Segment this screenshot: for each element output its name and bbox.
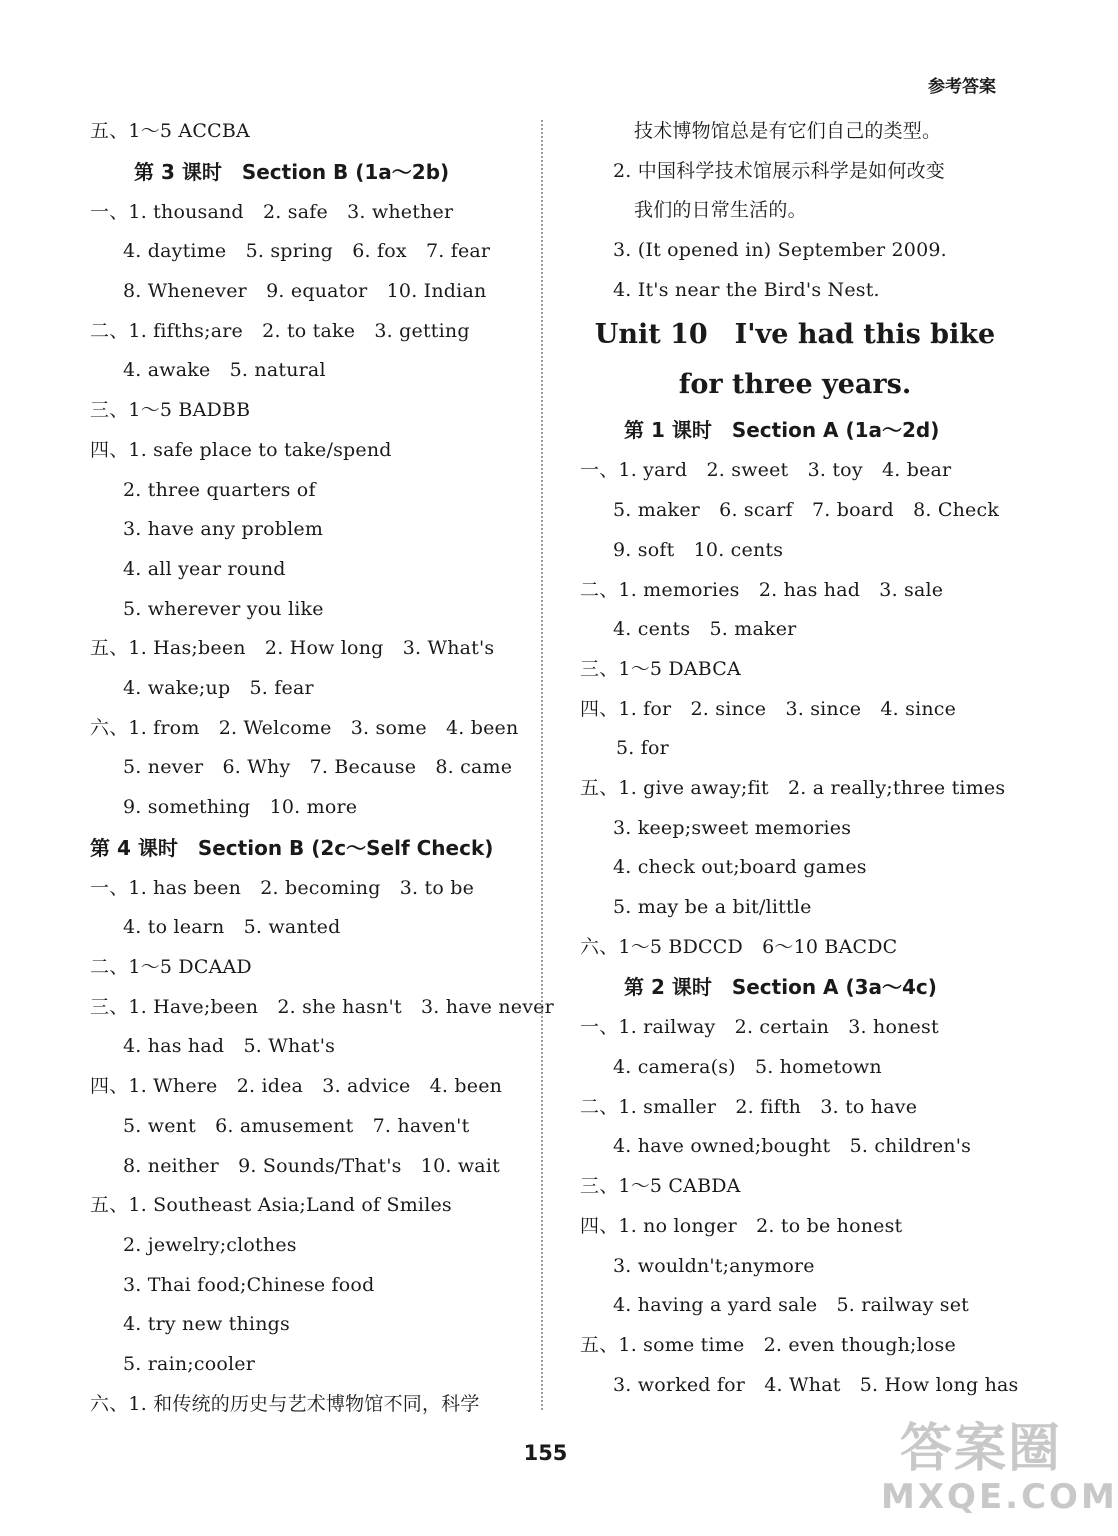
- answer-line: 5. wherever you like: [123, 597, 324, 620]
- answer-line: 9. something 10. more: [123, 796, 358, 818]
- section-heading: 第 2 课时 Section A (3a～4c): [624, 975, 937, 1000]
- answer-line: 4. daytime 5. spring 6. fox 7. fear: [123, 240, 491, 263]
- answer-line: 五、1～5 ACCBA: [90, 120, 250, 142]
- answer-line: 四、1. no longer 2. to be honest: [580, 1214, 903, 1237]
- answer-line: 三、1. Have;been 2. she hasn't 3. have never: [90, 995, 554, 1018]
- answer-line: 一、1. has been 2. becoming 3. to be: [90, 876, 475, 899]
- answer-line: 3. Thai food;Chinese food: [123, 1273, 375, 1296]
- answer-line: 二、1. smaller 2. fifth 3. to have: [580, 1095, 918, 1118]
- answer-line: 3. (It opened in) September 2009.: [613, 239, 947, 262]
- column-divider: [541, 120, 543, 1410]
- answer-line: 三、1～5 BADBB: [90, 399, 251, 422]
- answer-line: 5. never 6. Why 7. Because 8. came: [123, 756, 513, 779]
- answer-line: 一、1. railway 2. certain 3. honest: [580, 1016, 939, 1039]
- answer-line: 2. three quarters of: [123, 478, 316, 501]
- answer-line: 5. went 6. amusement 7. haven't: [123, 1114, 470, 1137]
- answer-line: 4. cents 5. maker: [613, 618, 797, 641]
- answer-line: 3. wouldn't;anymore: [613, 1254, 815, 1277]
- answer-line: 三、1～5 CABDA: [580, 1175, 741, 1198]
- answer-line: 4. awake 5. natural: [123, 359, 326, 382]
- right-column: [580, 112, 1019, 1405]
- answer-line: 一、1. yard 2. sweet 3. toy 4. bear: [580, 459, 952, 482]
- page-header: 参考答案: [928, 77, 996, 97]
- answer-line: 4. check out;board games: [613, 856, 867, 879]
- section-heading: 第 1 课时 Section A (1a～2d): [624, 418, 940, 443]
- answer-line: 六、1. from 2. Welcome 3. some 4. been: [90, 716, 519, 739]
- answer-line: 5. maker 6. scarf 7. board 8. Check: [613, 499, 1000, 522]
- answer-line: 3. worked for 4. What 5. How long has: [613, 1373, 1019, 1396]
- answer-line: 4. have owned;bought 5. children's: [613, 1135, 972, 1158]
- answer-line: 4. having a yard sale 5. railway set: [613, 1294, 970, 1317]
- answer-line: 六、1. 和传统的历史与艺术博物馆不同，科学: [90, 1392, 480, 1415]
- answer-line: 二、1～5 DCAAD: [90, 956, 252, 979]
- answer-line: 五、1. some time 2. even though;lose: [580, 1333, 956, 1356]
- answer-line: 3. have any problem: [123, 518, 324, 541]
- answer-line: 4. has had 5. What's: [123, 1035, 336, 1058]
- answer-line: 5. may be a bit/little: [613, 896, 812, 918]
- answer-line: 2. 中国科学技术馆展示科学是如何改变: [613, 159, 945, 182]
- answer-line: 二、1. fifths;are 2. to take 3. getting: [90, 319, 470, 342]
- answer-line: 4. to learn 5. wanted: [123, 916, 341, 939]
- unit-title: Unit 10 I've had this bike: [594, 319, 996, 351]
- section-heading: 第 3 课时 Section B (1a～2b): [134, 159, 450, 184]
- answer-line: 五、1. Southeast Asia;Land of Smiles: [90, 1194, 452, 1217]
- left-column: [90, 112, 554, 1424]
- page-number: 155: [523, 1441, 568, 1465]
- answer-line: 我们的日常生活的。: [634, 199, 807, 222]
- unit-title: for three years.: [678, 369, 912, 401]
- answer-line: 一、1. thousand 2. safe 3. whether: [90, 200, 454, 223]
- section-heading: 第 4 课时 Section B (2c～Self Check): [90, 835, 494, 860]
- answer-line: 四、1. for 2. since 3. since 4. since: [580, 697, 957, 720]
- answer-line: 四、1. safe place to take/spend: [90, 438, 392, 461]
- answer-line: 五、1. Has;been 2. How long 3. What's: [90, 637, 495, 660]
- answer-line: 四、1. Where 2. idea 3. advice 4. been: [90, 1075, 503, 1098]
- answer-line: 4. It's near the Bird's Nest.: [613, 278, 880, 301]
- answer-line: 4. camera(s) 5. hometown: [613, 1056, 882, 1079]
- answer-line: 8. neither 9. Sounds/That's 10. wait: [123, 1154, 500, 1177]
- answer-line: 4. all year round: [123, 557, 286, 580]
- answer-line: 二、1. memories 2. has had 3. sale: [580, 578, 944, 601]
- answer-line: 六、1～5 BDCCD 6～10 BACDC: [580, 935, 898, 958]
- answer-line: 2. jewelry;clothes: [123, 1233, 297, 1256]
- answer-line: 4. try new things: [123, 1313, 290, 1336]
- answer-line: 9. soft 10. cents: [613, 538, 784, 561]
- watermark-text: 答案圈: [899, 1419, 1062, 1479]
- answer-line: 三、1～5 DABCA: [580, 657, 741, 680]
- answer-line: 3. keep;sweet memories: [613, 816, 852, 839]
- answer-line: 8. Whenever 9. equator 10. Indian: [123, 280, 487, 303]
- answer-line: 4. wake;up 5. fear: [123, 676, 314, 699]
- answer-line: 五、1. give away;fit 2. a really;three times: [580, 776, 1006, 799]
- answer-line: 5. for: [616, 737, 669, 760]
- watermark-logo: [881, 1419, 1118, 1530]
- watermark-url: MXQE.COM: [881, 1477, 1118, 1517]
- answer-line: 5. rain;cooler: [123, 1352, 256, 1375]
- answer-line: 技术博物馆总是有它们自己的类型。: [634, 120, 942, 142]
